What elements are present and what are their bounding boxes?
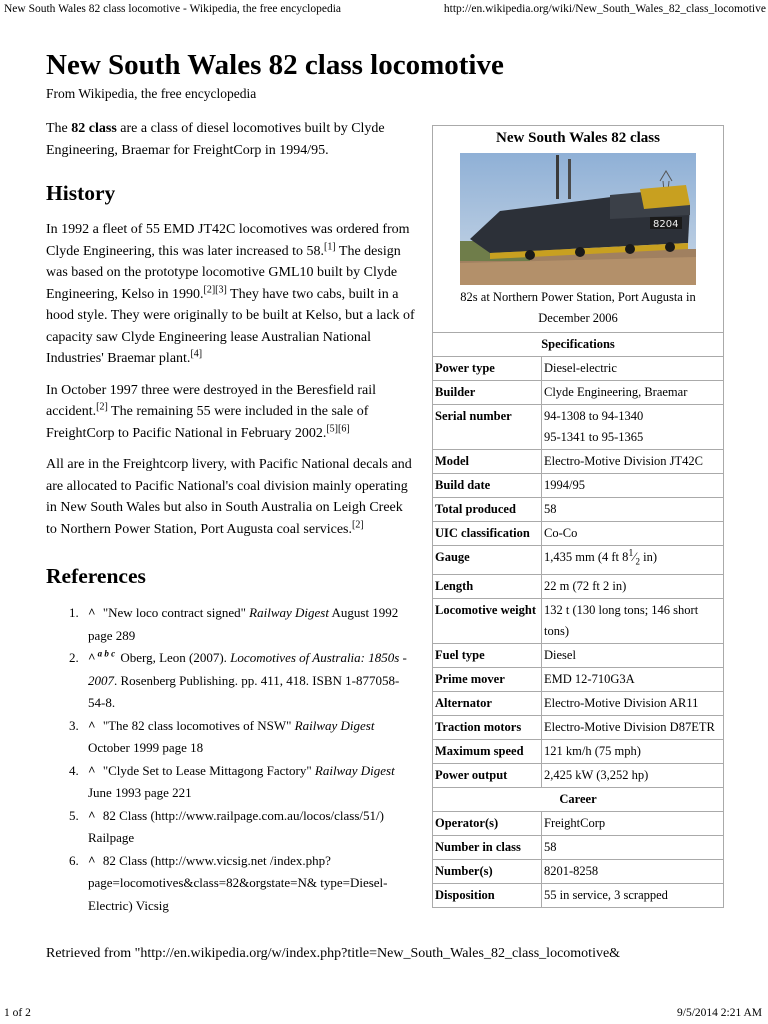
print-header-title: New South Wales 82 class locomotive - Wikipedia, the free encyclopedia [4,3,342,15]
infobox-row [433,498,723,522]
infobox-row [433,474,723,498]
citation-link[interactable]: [2] [96,401,108,413]
reference-publication: Railway Digest [294,717,375,733]
infobox-value: Diesel [542,643,724,667]
infobox-label: Locomotive weight [433,598,542,643]
citation-link[interactable]: [5][6] [326,422,350,434]
reference-publication: Railway Digest [249,605,329,620]
locomotive-number: 8204 [653,219,679,230]
backlink-caret[interactable]: ^ [88,717,96,733]
infobox-label: Number in class [433,835,542,859]
infobox-label: Power type [433,357,542,381]
infobox-label: Model [433,450,542,474]
infobox-value: Co-Co [542,522,724,546]
references-heading: References [46,564,146,588]
infobox-value: Electro-Motive Division D87ETR [542,715,724,739]
infobox-row [433,739,723,763]
infobox-row [433,357,723,381]
infobox-row [433,763,723,787]
reference-item: 5. ^ 82 Class (http://www.railpage.com.au/locos/class/51/) Railpage [82,805,416,850]
reference-item: 6. ^ 82 Class (http://www.vicsig.net /index.php?page=locomotives&class=82&orgstate=N& type=Diesel-Electric) Vicsig [82,850,416,918]
infobox-value: Electro-Motive Division AR11 [542,691,724,715]
print-header-url[interactable]: http://en.wikipedia.org/wiki/New_South_Wales_82_class_locomotive [443,3,766,15]
infobox-value: EMD 12-710G3A [542,667,724,691]
infobox-row [433,883,723,907]
infobox-value: Electro-Motive Division JT42C [542,450,724,474]
history-paragraph-1: In 1992 a fleet of 55 EMD JT42C locomotives was ordered from Clyde Engineering, this was later increased to 58.[1] The design was based on the prototype locomotive GML10 built by Clyde Engineering, Kelso in 1990.[2][3] They have two cabs, built in a hood style. They were originally to be built at Kelso, but a lack of capacity saw Clyde Engineering lease Australian National Industries' Braemar plant.[4] [46,222,415,366]
infobox-label: Prime mover [433,667,542,691]
page-number: 1 of 2 [4,1007,31,1019]
infobox-value: Diesel-electric [542,357,724,381]
backlink-caret[interactable]: ^ [88,807,96,823]
infobox-label: UIC classification [433,522,542,546]
infobox-row [433,811,723,835]
infobox-row [433,405,723,450]
print-datetime: 9/5/2014 2:21 AM [677,1007,762,1019]
infobox-label: Build date [433,474,542,498]
reference-item: 3. ^ "The 82 class locomotives of NSW" Railway Digest October 1999 page 18 [82,715,416,760]
infobox-specs-heading: Specifications [433,333,723,357]
backlink-caret[interactable]: ^ [88,852,96,868]
infobox [432,125,724,908]
infobox-title: New South Wales 82 class [496,130,660,146]
references-list [46,602,416,917]
infobox-row [433,667,723,691]
infobox-label: Total produced [433,498,542,522]
infobox-value: 8201-8258 [542,859,724,883]
intro-paragraph: The 82 class are a class of diesel locomotives built by Clyde Engineering, Braemar for FreightCorp in 1994/95. [46,121,385,158]
infobox-value: 58 [542,498,724,522]
infobox-label: Builder [433,381,542,405]
infobox-label: Length [433,574,542,598]
infobox-label: Power output [433,763,542,787]
history-paragraph-2: In October 1997 three were destroyed in the Beresfield rail accident.[2] The remaining 55 were included in the sale of FreightCorp to Pacific National in February 2002.[5][6] [46,382,377,441]
infobox-row [433,574,723,598]
infobox-value: FreightCorp [542,811,724,835]
infobox-row [433,691,723,715]
intro-bold-term: 82 class [71,121,117,136]
infobox-label: Alternator [433,691,542,715]
infobox-row [433,381,723,405]
article-body [46,118,416,917]
citation-link[interactable]: [2][3] [203,283,227,295]
infobox-value: 1,435 mm (4 ft $8^1⁄_2$ in) [542,546,724,575]
infobox-career-heading: Career [433,787,723,811]
infobox-label: Traction motors [433,715,542,739]
infobox-label: Number(s) [433,859,542,883]
backlink-letters[interactable]: a b c [97,648,116,659]
retrieved-from: Retrieved from "http://en.wikipedia.org/w/index.php?title=New_South_Wales_82_class_locomotive& [46,946,621,961]
infobox-value: 132 t (130 long tons; 146 short tons) [542,598,724,643]
infobox-row [433,859,723,883]
reference-publication: Locomotives of Australia: 1850s - 2007 [88,650,407,688]
infobox-row [433,598,723,643]
infobox-value: 22 m (72 ft 2 in) [542,574,724,598]
infobox-caption: 82s at Northern Power Station, Port Augusta in December 2006 [460,290,696,325]
infobox-label: Maximum speed [433,739,542,763]
infobox-value: Clyde Engineering, Braemar [542,381,724,405]
infobox-label: Serial number [433,405,542,450]
infobox-row [433,450,723,474]
infobox-value: 58 [542,835,724,859]
page-title: New South Wales 82 class locomotive [46,49,504,81]
print-footer [4,1006,762,1020]
reference-item: 4. ^ "Clyde Set to Lease Mittagong Factory" Railway Digest June 1993 page 221 [82,760,416,805]
locomotive-photo[interactable] [460,153,696,285]
infobox-row [433,522,723,546]
citation-link[interactable]: [4] [190,348,203,360]
page-subtitle: From Wikipedia, the free encyclopedia [46,86,257,101]
history-heading: History [46,181,116,205]
infobox-value: 94-1308 to 94-1340 95-1341 to 95-1365 [542,405,724,450]
infobox-label: Fuel type [433,643,542,667]
reference-item: 1. ^ "New loco contract signed" Railway Digest August 1992 page 289 [82,602,416,647]
infobox-row [433,715,723,739]
infobox-label: Gauge [433,546,542,575]
infobox-row [433,835,723,859]
reference-item: 2. ^ $^{a b c}$ Oberg, Leon (2007). Locomotives of Australia: 1850s - 2007. Rosenberg Publishing. pp. 411, 418. ISBN 1-877058-54-8. [82,647,416,715]
backlink-caret[interactable]: ^ [88,762,96,778]
infobox-label: Disposition [433,883,542,907]
infobox-label: Operator(s) [433,811,542,835]
infobox-value: 121 km/h (75 mph) [542,739,724,763]
reference-publication: Railway Digest [314,762,395,778]
infobox-row [433,643,723,667]
backlink-caret[interactable]: ^ [88,650,96,665]
citation-link[interactable]: [2] [352,518,364,530]
citation-link[interactable]: [1] [323,240,336,252]
infobox-row [433,546,723,575]
print-header [4,2,766,16]
infobox-value: 1994/95 [542,474,724,498]
infobox-value: 2,425 kW (3,252 hp) [542,763,724,787]
infobox-value: 55 in service, 3 scrapped [542,883,724,907]
backlink-caret[interactable]: ^ [88,605,96,620]
infobox-image-cell [433,151,723,285]
history-paragraph-3: All are in the Freightcorp livery, with Pacific National decals and are allocated to Pacific National's coal division mainly operating in New South Wales but also in South Australia on Leigh Creek to Northern Power Station, Port Augusta coal services.[2] [46,457,412,537]
